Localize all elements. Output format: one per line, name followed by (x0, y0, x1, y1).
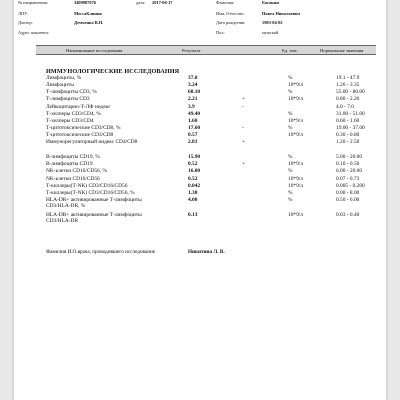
sex-value: мужской (262, 30, 279, 35)
table-row (46, 104, 376, 110)
test-unit: 10*9/л (288, 96, 303, 102)
lpu-label: ЛПУ: (18, 11, 29, 16)
table-row (46, 154, 376, 160)
test-reference: 1.26 - 3.35 (336, 82, 360, 88)
test-value: 3.9 (188, 104, 195, 110)
test-unit: % (288, 111, 293, 117)
test-unit: % (288, 190, 293, 196)
test-value: 0.57 (188, 132, 198, 138)
col-name-header: Наименование исследования (66, 47, 123, 53)
test-reference: 0.10 - 0.50 (336, 161, 360, 167)
test-unit: % (288, 168, 293, 174)
sex-label: Пол: (216, 30, 225, 35)
address-label: Адрес пациента: (18, 30, 50, 35)
test-unit: 10*9/л (288, 183, 303, 189)
col-ref-header: Нормальные значения (320, 47, 364, 53)
table-row (46, 89, 376, 95)
order-label: № направления: (18, 0, 49, 5)
table-row (46, 168, 376, 174)
test-name: HLA-DR+ активированные Т-лимфоциты CD3/HLA-DR, % (46, 197, 142, 209)
test-reference: 0.30 - 0.80 (336, 132, 360, 138)
test-reference: 4.0 - 7.0 (336, 104, 354, 110)
test-value: 16.00 (188, 168, 201, 174)
test-reference: 0.60 - 1.60 (336, 118, 360, 124)
test-reference: 0.80 - 2.20 (336, 96, 360, 102)
test-value: 1.30 (188, 190, 198, 196)
test-name: Т-лимфоциты CD3, % (46, 89, 97, 95)
test-value: 1.60 (188, 118, 198, 124)
test-name: HLA-DR+ активированные Т-лимфоциты CD3/HLA-DR (46, 212, 142, 224)
test-name: В-лимфоциты CD19 (46, 161, 93, 167)
table-row (46, 96, 376, 102)
test-value: 37.8 (188, 75, 198, 81)
lpu-value: МессаКлиник (74, 11, 103, 16)
test-reference: 19.1 - 47.9 (336, 75, 360, 81)
name-value: Павел Николаевич (262, 11, 301, 16)
test-unit: % (288, 197, 293, 203)
test-flag: - (242, 104, 244, 110)
table-row (46, 176, 376, 182)
test-unit: 10*9/л (288, 118, 303, 124)
test-reference: 1.20 - 2.50 (336, 139, 360, 145)
test-name: Т-хелперы CD3/CD4 (46, 118, 94, 124)
table-row (46, 212, 376, 224)
test-reference: 55.00 - 80.00 (336, 89, 365, 95)
table-row (46, 161, 376, 167)
test-unit: 10*9/л (288, 212, 303, 218)
test-name: Т-хелперы CD3/CD4, % (46, 111, 101, 117)
test-name: Т-киллеры(Т-NK) CD3/CD16/CD56, % (46, 190, 135, 196)
test-unit: 10*9/л (288, 176, 303, 182)
test-unit: 10*9/л (288, 132, 303, 138)
test-flag: - (242, 125, 244, 131)
test-reference: 6.00 - 20.00 (336, 168, 363, 174)
signature-label: Фамилия И.О.врача, проводившего исследование (46, 249, 156, 255)
test-flag: + (242, 96, 246, 102)
test-unit: 10*9/л (288, 161, 303, 167)
table-row (46, 118, 376, 124)
doctor-value: Демченко В.Н. (74, 20, 104, 25)
table-row (46, 82, 376, 88)
table-row (46, 132, 376, 138)
name-label: Имя, Отчество: (216, 11, 245, 16)
doctor-label: Доктор: (18, 20, 33, 25)
results-table-header (36, 45, 376, 55)
test-unit: % (288, 154, 293, 160)
test-value: 49.40 (188, 111, 201, 117)
table-row (46, 111, 376, 117)
test-value: 15.90 (188, 154, 201, 160)
table-row (46, 139, 376, 151)
test-name: В-лимфоциты CD19, % (46, 154, 100, 160)
test-value: 0.042 (188, 183, 201, 189)
birth-label: Дата рождения: (216, 20, 246, 25)
test-name: NK-клетки CD16/CD56 (46, 176, 100, 182)
test-name: Т-киллеры(Т-NK) CD3/CD16/CD56 (46, 183, 128, 189)
test-name: Иммунорегуляторный индекс CD4/CD8 (46, 139, 138, 145)
test-unit: % (288, 89, 293, 95)
col-unit-header: Ед. изм. (282, 47, 298, 53)
test-reference: 19.00 - 37.00 (336, 125, 365, 131)
test-value: 2.81 (188, 139, 198, 145)
test-name: Лимфоциты (46, 82, 74, 88)
test-name: Т-цитотоксические CD3/CD8 (46, 132, 114, 138)
table-row (46, 125, 376, 131)
col-result-header: Результат (182, 47, 201, 53)
test-value: 17.60 (188, 125, 201, 131)
birth-value: 1983-04-02 (262, 20, 283, 25)
test-reference: 5.00 - 20.00 (336, 154, 363, 160)
test-name: Лейкоцитарно-Т-ЛФ индекс (46, 104, 111, 110)
test-flag: + (242, 161, 246, 167)
test-reference: 31.00 - 51.00 (336, 111, 365, 117)
test-reference: 0.07 - 0.73 (336, 176, 360, 182)
signature-value: Никитина Л. В. (188, 249, 225, 255)
date-value: 2017-06-17 (152, 0, 173, 5)
test-value: 2.21 (188, 96, 198, 102)
surname-label: Фамилия: (216, 0, 235, 5)
table-row (46, 197, 376, 209)
test-reference: 0.03 - 0.40 (336, 212, 360, 218)
test-unit: 10*9/л (288, 82, 303, 88)
test-value: 3.24 (188, 82, 198, 88)
date-label: дата: (136, 0, 146, 5)
test-name: Лимфоциты, % (46, 75, 82, 81)
table-row (46, 75, 376, 81)
test-reference: 0.50 - 6.00 (336, 197, 360, 203)
report-page (14, 0, 386, 400)
test-value: 68.10 (188, 89, 201, 95)
test-name: NK-клетки CD16/CD56, % (46, 168, 107, 174)
test-value: 0.52 (188, 161, 198, 167)
section-title: ИММУНОЛОГИЧЕСКИЕ ИССЛЕДОВАНИЯ (46, 68, 180, 75)
test-unit: % (288, 75, 293, 81)
test-flag: + (242, 139, 246, 145)
order-value: 3409987076 (74, 0, 96, 5)
test-value: 0.13 (188, 212, 198, 218)
test-reference: 0.00 - 8.00 (336, 190, 360, 196)
test-reference: 0.005 - 0.200 (336, 183, 365, 189)
test-value: 0.52 (188, 176, 198, 182)
test-name: Т-лимфоциты CD3 (46, 96, 90, 102)
test-value: 4.00 (188, 197, 198, 203)
table-row (46, 190, 376, 196)
surname-value: Богакин (262, 0, 279, 5)
test-name: Т-цитотоксические CD3/CD8, % (46, 125, 121, 131)
table-row (46, 183, 376, 189)
test-unit: % (288, 125, 293, 131)
